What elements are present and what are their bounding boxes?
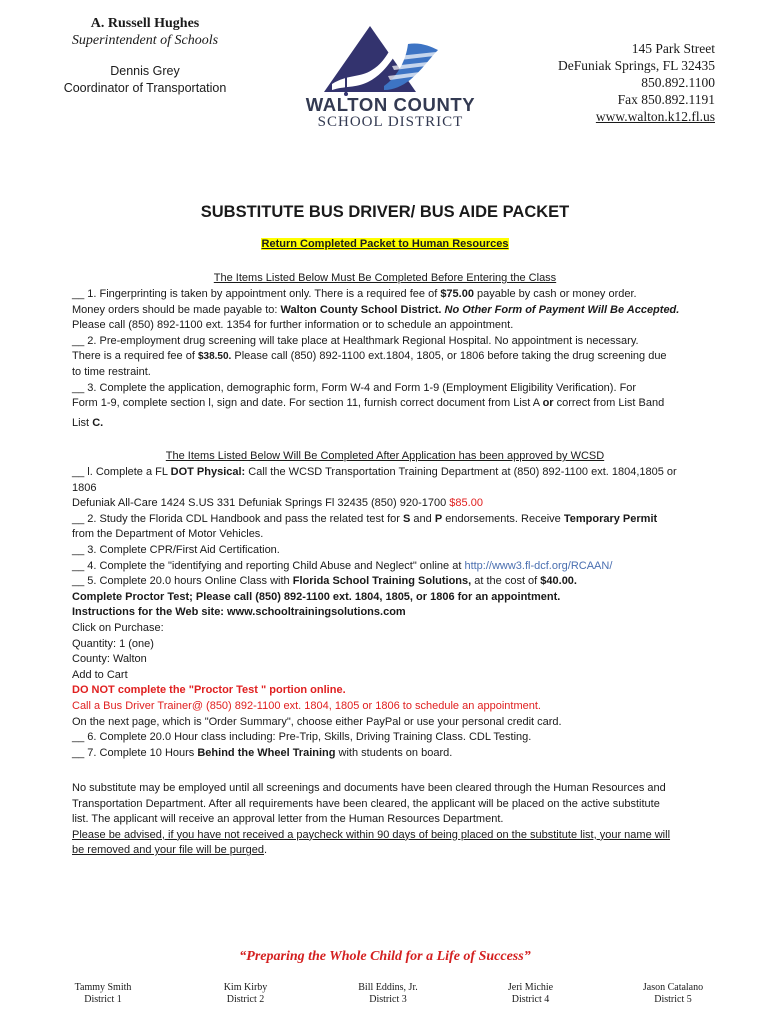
do-not-line: DO NOT complete the "Proctor Test " portion online. bbox=[72, 684, 346, 697]
s2-item5: __ 5. Complete 20.0 hours Online Class with Florida School Training Solutions, at the cost of $40.00. bbox=[72, 575, 577, 588]
s1-item3-line2: Form 1-9, complete section l, sign and date. For section 11, furnish correct document from List A or correct from List Band bbox=[72, 397, 665, 410]
board-member: Jason Catalano District 5 bbox=[642, 982, 704, 1005]
proctor-line: Complete Proctor Test; Please call (850) 892-1100 ext. 1804, 1805, or 1806 for an appointment. bbox=[72, 590, 561, 603]
s2-item7: __ 7. Complete 10 Hours Behind the Wheel Training with students on board. bbox=[72, 746, 453, 759]
instructions-line: Instructions for the Web site: www.schooltrainingsolutions.com bbox=[72, 606, 406, 619]
purge-warning-line1: Please be advised, if you have not received a paycheck within 90 days of being placed on the substitute list, your name will bbox=[72, 828, 671, 841]
coordinator-block bbox=[40, 63, 250, 97]
s2-item4: __ 4. Complete the "identifying and reporting Child Abuse and Neglect" online at http://www3.fl-dcf.org/RCAAN/ bbox=[72, 559, 613, 572]
section1-items bbox=[72, 287, 702, 431]
header-address bbox=[558, 40, 715, 125]
county-line: County: Walton bbox=[72, 653, 147, 666]
school-board bbox=[43, 982, 733, 1006]
board-member: Kim Kirby District 2 bbox=[223, 982, 268, 1005]
address-line-1: 145 Park Street bbox=[631, 41, 715, 56]
purge-warning-line2: be removed and your file will be purged. bbox=[72, 844, 268, 857]
quantity-line: Quantity: 1 (one) bbox=[72, 637, 154, 650]
section1-heading: The Items Listed Below Must Be Completed Before Entering the Class bbox=[213, 272, 557, 284]
s1-item2-line3: to time restraint. bbox=[72, 365, 151, 378]
logo-emblem-icon bbox=[288, 24, 493, 96]
section2-items bbox=[72, 465, 702, 761]
district-logo bbox=[288, 24, 493, 136]
closing-paragraph: No substitute may be employed until all screenings and documents have been cleared through the Human Resources and Transportation Department. After all requirements have been cleared, the applicant will be placed on the active substitute list. The applicant will receive an approval letter from the Human Resources Department. Please be advised, if you have not received a paycheck within 90 days of being placed on the substitute list, your name will be removed and your file will be purged. bbox=[72, 781, 702, 859]
payee: Walton County School District. bbox=[280, 303, 442, 316]
board-member: Bill Eddins, Jr. District 3 bbox=[358, 982, 418, 1005]
s1-item2-line2: There is a required fee of $38.50. Please call (850) 892-1100 ext.1804, 1805, or 1806 before taking the drug screening due bbox=[72, 350, 667, 363]
s1-item3-line1: __ 3. Complete the application, demographic form, Form W-4 and Form 1-9 (Employment Eligibility Verification). For bbox=[72, 381, 637, 394]
s2-item2-line1: __ 2. Study the Florida CDL Handbook and pass the related test for S and P endorsements. Receive Temporary Permit bbox=[72, 512, 658, 525]
click-purchase: Click on Purchase: bbox=[72, 621, 164, 634]
call-trainer-line: Call a Bus Driver Trainer@ (850) 892-1100 ext. 1804, 1805 or 1806 to schedule an appointment. bbox=[72, 699, 541, 712]
fax: Fax 850.892.1191 bbox=[617, 92, 715, 107]
drug-fee: $38.50. bbox=[197, 351, 232, 363]
phone: 850.892.1100 bbox=[641, 75, 715, 90]
s2-item2-line2: from the Department of Motor Vehicles. bbox=[72, 528, 264, 541]
s2-item1-line1: __ l. Complete a FL DOT Physical: Call the WCSD Transportation Training Department at (850) 892-1100 ext. 1804,1805 or bbox=[72, 466, 677, 478]
motto: “Preparing the Whole Child for a Life of Success” bbox=[239, 949, 531, 964]
coordinator-name: Dennis Grey bbox=[110, 64, 180, 78]
next-page-line: On the next page, which is "Order Summary", choose either PayPal or use your personal credit card. bbox=[72, 715, 562, 728]
s1-item2-line1: __ 2. Pre-employment drug screening will take place at Healthmark Regional Hospital. No appointment is necessary. bbox=[72, 334, 639, 347]
header-left bbox=[40, 16, 250, 97]
return-banner bbox=[0, 238, 770, 250]
address-line-2: DeFuniak Springs, FL 32435 bbox=[557, 58, 715, 73]
logo-name: WALTON COUNTY bbox=[305, 94, 476, 115]
return-banner-text: Return Completed Packet to Human Resources bbox=[261, 238, 509, 250]
website-link[interactable]: www.walton.k12.fl.us bbox=[595, 109, 715, 124]
superintendent-title: Superintendent of Schools bbox=[71, 33, 219, 48]
fingerprint-fee: $75.00 bbox=[440, 288, 474, 300]
board-member: Tammy Smith District 1 bbox=[74, 982, 132, 1005]
s2-item6: __ 6. Complete 20.0 Hour class including: Pre-Trip, Skills, Driving Training Class. CDL Testing. bbox=[72, 731, 532, 744]
logo-subname: SCHOOL DISTRICT bbox=[317, 114, 464, 130]
board-member: Jeri Michie District 4 bbox=[507, 982, 554, 1005]
superintendent-name: A. Russell Hughes bbox=[90, 16, 200, 31]
s2-item3: __ 3. Complete CPR/First Aid Certification. bbox=[72, 543, 280, 556]
allcare-fee: $85.00 bbox=[449, 497, 483, 510]
s1-item3-line3: List C. bbox=[72, 416, 104, 429]
allcare-line: Defuniak All-Care 1424 S.US 331 Defuniak Springs Fl 32435 (850) 920-1700 $85.00 bbox=[72, 497, 483, 510]
s1-item1-line2: Money orders should be made payable to: Walton County School District. No Other Form of Payment Will Be Accepted. bbox=[72, 303, 680, 316]
section2-heading: The Items Listed Below Will Be Completed After Application has been approved by WCSD bbox=[165, 450, 605, 462]
s1-item1-line1: __ 1. Fingerprinting is taken by appointment only. There is a required fee of $75.00 payable by cash or money order. bbox=[72, 288, 637, 300]
s2-item1-line2: 1806 bbox=[72, 481, 97, 494]
rcaan-link[interactable]: http://www3.fl-dcf.org/RCAAN/ bbox=[464, 559, 613, 572]
page-title: SUBSTITUTE BUS DRIVER/ BUS AIDE PACKET bbox=[200, 203, 570, 221]
s1-item1-line3: Please call (850) 892-1100 ext. 1354 for further information or to schedule an appointment. bbox=[72, 319, 514, 332]
add-cart-line: Add to Cart bbox=[72, 668, 128, 681]
coordinator-title: Coordinator of Transportation bbox=[63, 81, 227, 95]
payment-warning: No Other Form of Payment Will Be Accepted. bbox=[441, 303, 680, 316]
